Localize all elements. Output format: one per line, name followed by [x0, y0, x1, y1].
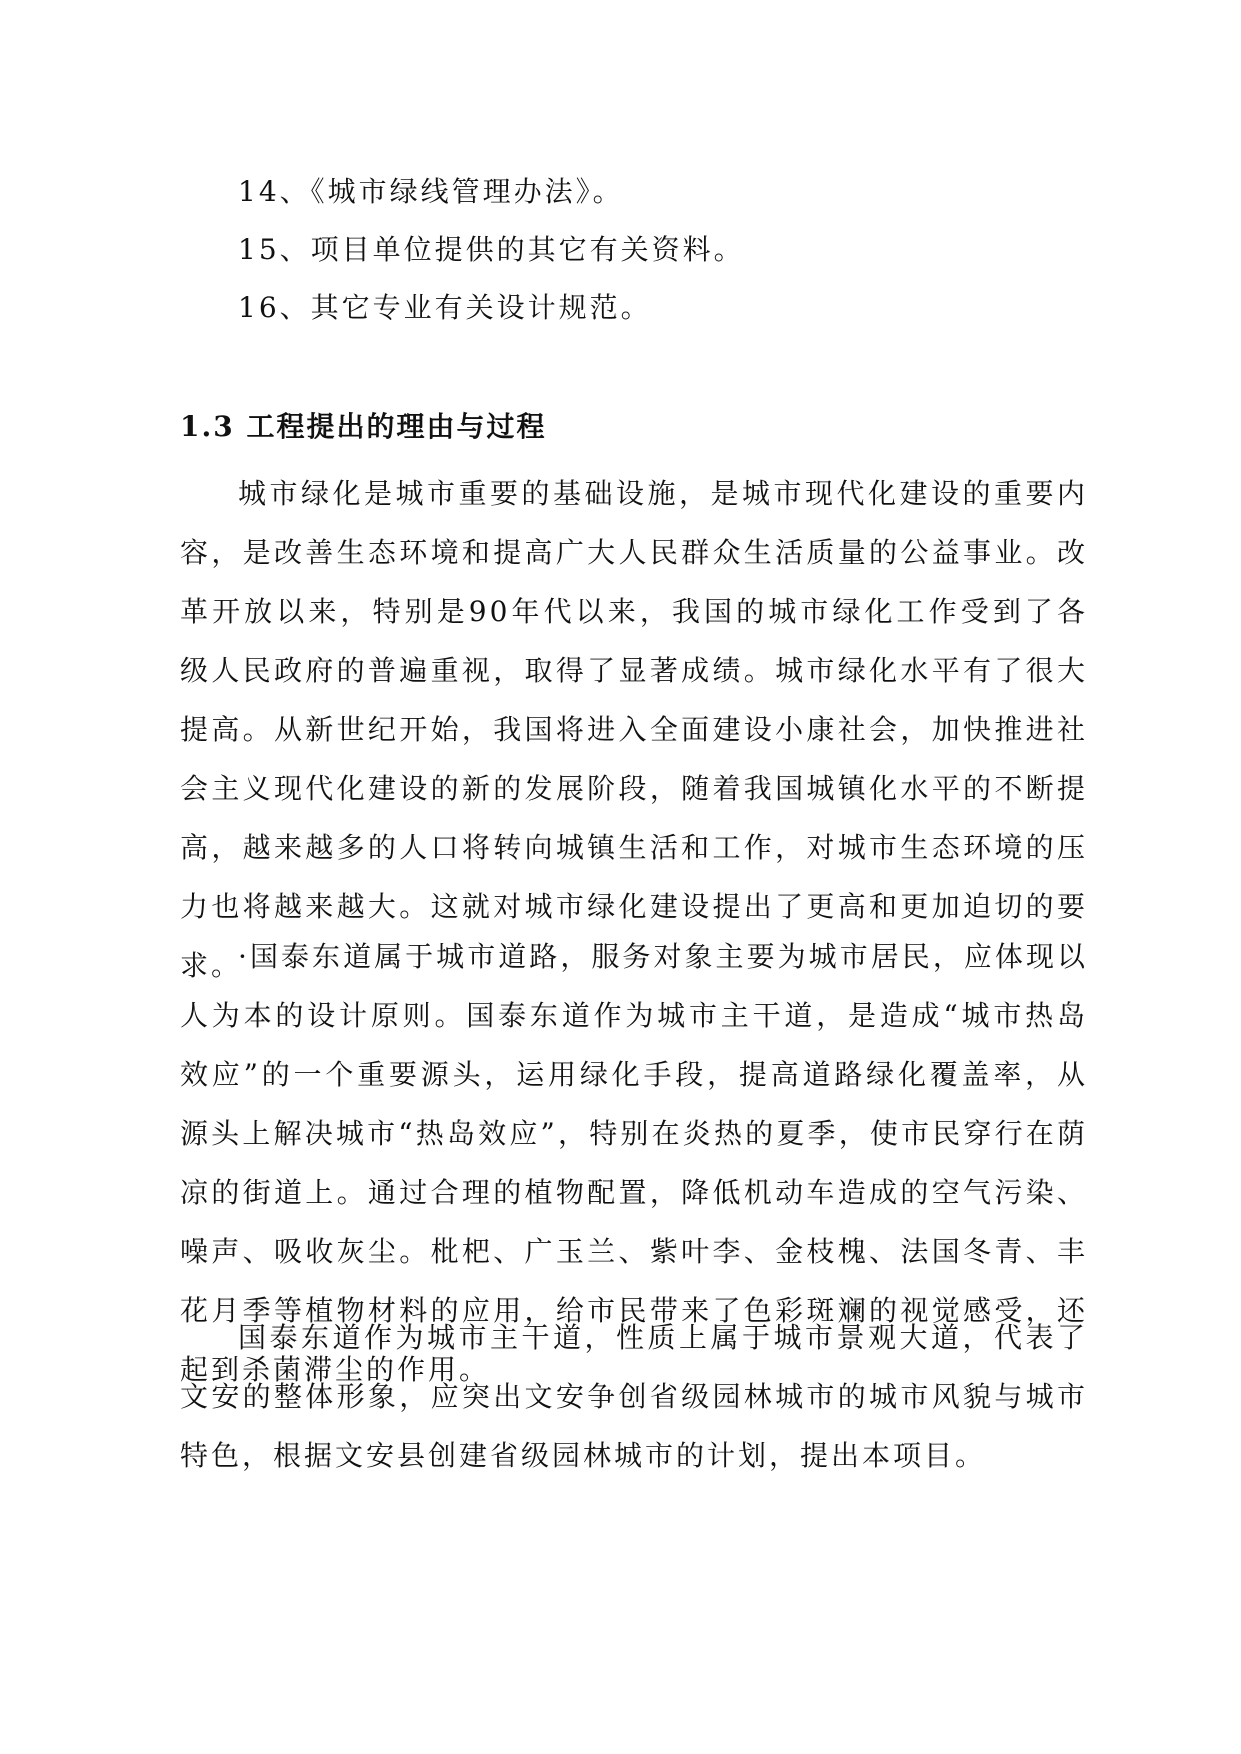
section-heading: 1.3 工程提出的理由与过程 [180, 410, 547, 443]
body-paragraph: 城市绿化是城市重要的基础设施，是城市现代化建设的重要内容，是改善生态环境和提高广大人民群众生活质量的公益事业。改革开放以来，特别是90年代以来，我国的城市绿化工作受到了各级人民政府的普遍重视，取得了显著成绩。城市绿化水平有了很大提高。从新世纪开始，我国将进入全面建设小康社会，加快推进社会主义现代化建设的新的发展阶段，随着我国城镇化水平的不断提高，越来越多的人口将转向城镇生活和工作，对城市生态环境的压力也将越来越大。这就对城市绿化建设提出了更高和更加迫切的要求。 [180, 477, 1088, 982]
reference-item-15: 15、项目单位提供的其它有关资料。 [238, 233, 745, 266]
body-paragraph: ·国泰东道属于城市道路，服务对象主要为城市居民，应体现以人为本的设计原则。国泰东道作为城市主干道，是造成“城市热岛效应”的一个重要源头，运用绿化手段，提高道路绿化覆盖率，从源头上解决城市“热岛效应”，特别在炎热的夏季，使市民穿行在荫凉的街道上。通过合理的植物配置，降低机动车造成的空气污染、噪声、吸收灰尘。枇杷、广玉兰、紫叶李、金枝槐、法国冬青、丰花月季等植物材料的应用，给市民带来了色彩斑斓的视觉感受，还起到杀菌滞尘的作用。 [180, 940, 1088, 1386]
reference-item-16: 16、其它专业有关设计规范。 [238, 291, 652, 324]
body-paragraph: 国泰东道作为城市主干道，性质上属于城市景观大道，代表了文安的整体形象，应突出文安争创省级园林城市的城市风貌与城市特色，根据文安县创建省级园林城市的计划，提出本项目。 [180, 1321, 1088, 1472]
reference-list [238, 176, 1098, 350]
reference-item-14: 14、《城市绿线管理办法》。 [238, 175, 624, 208]
